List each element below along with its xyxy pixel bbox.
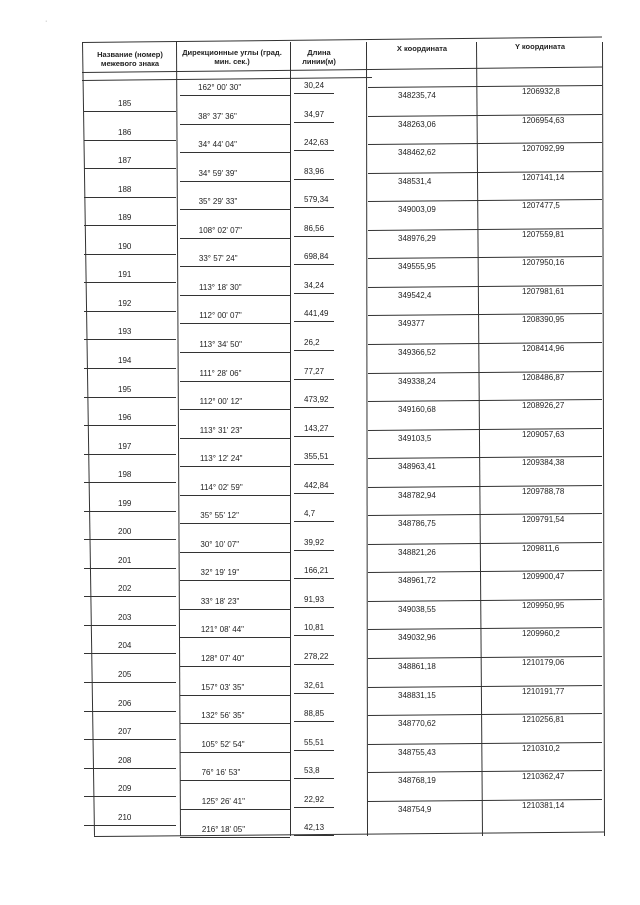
angle-cell: 125° 26' 41" — [201, 796, 245, 806]
point-name-cell: 205 — [118, 670, 132, 679]
angle-cell: 114° 02' 59" — [200, 482, 243, 492]
row-rule — [368, 599, 602, 602]
length-cell: 55,51 — [304, 737, 325, 747]
row-rule — [368, 485, 602, 488]
point-name-cell: 198 — [118, 470, 132, 480]
row-rule — [294, 464, 334, 465]
row-rule — [180, 209, 290, 210]
point-name-cell: 196 — [118, 413, 132, 423]
x-coordinate-cell: 349003,09 — [398, 205, 436, 215]
row-rule — [294, 207, 334, 208]
angle-cell: 216° 18' 05" — [201, 825, 246, 835]
x-coordinate-cell: 348235,74 — [398, 91, 436, 100]
angle-cell: 113° 34' 50" — [199, 339, 242, 349]
row-rule — [84, 368, 176, 369]
point-name-cell: 203 — [118, 612, 132, 622]
angle-cell: 30° 10' 07" — [200, 539, 240, 549]
length-cell: 86,56 — [304, 223, 325, 233]
column-line — [290, 42, 291, 836]
length-cell: 473,92 — [304, 395, 329, 405]
row-rule — [180, 352, 290, 353]
row-rule — [294, 607, 334, 608]
row-rule — [368, 199, 602, 202]
row-rule — [180, 523, 290, 524]
row-rule — [294, 150, 334, 151]
angle-cell: 35° 55' 12" — [200, 511, 239, 521]
y-coordinate-cell: 1207559,81 — [522, 229, 565, 239]
row-rule — [84, 482, 176, 483]
row-rule — [84, 254, 176, 255]
angle-cell: 121° 08' 44" — [200, 625, 244, 635]
point-name-cell: 189 — [118, 213, 132, 223]
x-coordinate-cell: 348768,19 — [398, 776, 436, 786]
x-coordinate-cell: 348961,72 — [398, 576, 436, 586]
row-rule — [368, 570, 602, 573]
angle-cell: 128° 07' 40" — [201, 654, 245, 663]
angle-cell: 76° 16' 53" — [201, 768, 241, 778]
y-coordinate-cell: 1206954,63 — [522, 115, 565, 125]
x-coordinate-cell: 348786,75 — [398, 519, 436, 529]
row-rule — [180, 438, 290, 439]
length-cell: 278,22 — [304, 652, 329, 661]
column-line — [602, 42, 605, 836]
row-rule — [294, 93, 334, 94]
y-coordinate-cell: 1208414,96 — [522, 343, 565, 353]
point-name-cell: 202 — [118, 584, 132, 594]
y-coordinate-cell: 1208390,95 — [522, 315, 565, 325]
angle-cell: 112° 00' 12" — [199, 397, 243, 407]
row-rule — [180, 637, 290, 638]
x-coordinate-cell: 349555,95 — [398, 262, 436, 272]
row-rule — [84, 596, 176, 597]
y-coordinate-cell: 1209788,78 — [522, 486, 565, 496]
row-rule — [180, 238, 290, 239]
row-rule — [368, 85, 602, 88]
row-rule — [294, 321, 334, 322]
x-coordinate-cell: 348754,9 — [398, 804, 432, 814]
length-cell: 579,34 — [304, 195, 329, 205]
row-rule — [84, 140, 176, 141]
row-rule — [368, 228, 602, 231]
row-rule — [84, 768, 176, 769]
angle-cell: 112° 00' 07" — [199, 311, 242, 321]
length-cell: 42,13 — [304, 823, 325, 833]
row-rule — [84, 111, 176, 112]
row-rule — [84, 825, 176, 826]
row-rule — [294, 578, 334, 579]
y-coordinate-cell: 1209811,6 — [522, 543, 560, 553]
row-rule — [294, 807, 334, 808]
column-line — [476, 42, 483, 836]
y-coordinate-cell: 1209384,38 — [522, 458, 565, 468]
x-coordinate-cell: 348531,4 — [398, 176, 432, 186]
y-coordinate-cell: 1209057,63 — [522, 429, 565, 439]
row-rule — [368, 542, 602, 545]
row-rule — [180, 552, 290, 553]
column-line — [366, 42, 368, 836]
length-cell: 442,84 — [304, 480, 329, 490]
row-rule — [84, 225, 176, 226]
length-cell: 39,92 — [304, 537, 325, 547]
x-coordinate-cell: 349542,4 — [398, 290, 432, 300]
row-rule — [180, 752, 290, 753]
point-name-cell: 209 — [118, 784, 132, 794]
x-coordinate-cell: 348770,62 — [398, 719, 436, 729]
row-rule — [84, 311, 176, 312]
angle-cell: 132° 56' 35" — [201, 711, 245, 721]
point-name-cell: 193 — [118, 327, 132, 337]
y-coordinate-cell: 1209960,2 — [522, 629, 560, 639]
row-rule — [368, 456, 602, 459]
angle-cell: 33° 57' 24" — [198, 254, 238, 264]
x-coordinate-cell: 349366,52 — [398, 347, 436, 357]
row-rule — [84, 568, 176, 569]
row-rule — [180, 295, 290, 296]
x-coordinate-cell: 349338,24 — [398, 376, 436, 386]
row-rule — [180, 580, 290, 581]
row-rule — [84, 539, 176, 540]
row-rule — [294, 721, 334, 722]
row-rule — [180, 95, 290, 96]
row-rule — [84, 739, 176, 740]
length-cell: 4,7 — [304, 509, 316, 519]
point-name-cell: 204 — [118, 641, 132, 651]
y-coordinate-cell: 1208486,87 — [522, 372, 565, 382]
point-name-cell: 207 — [118, 727, 132, 737]
row-rule — [368, 114, 602, 117]
row-rule — [294, 379, 334, 380]
header-y: Y координата — [514, 42, 566, 51]
angle-cell: 33° 18' 23" — [200, 596, 240, 606]
row-rule — [368, 256, 602, 259]
y-coordinate-cell: 1210256,81 — [522, 715, 565, 725]
x-coordinate-cell: 348831,15 — [398, 690, 436, 700]
row-rule — [368, 399, 602, 402]
row-rule — [180, 723, 290, 724]
length-cell: 143,27 — [304, 423, 329, 433]
x-coordinate-cell: 348861,18 — [398, 662, 436, 671]
row-rule — [368, 770, 602, 773]
length-cell: 242,63 — [304, 138, 329, 148]
row-rule — [294, 635, 334, 636]
point-name-cell: 206 — [118, 698, 132, 708]
row-rule — [294, 264, 334, 265]
x-coordinate-cell: 349032,96 — [398, 633, 436, 643]
x-coordinate-cell: 348821,26 — [398, 547, 436, 557]
row-rule — [294, 778, 334, 779]
row-rule — [294, 236, 334, 237]
row-rule — [84, 511, 176, 512]
length-cell: 441,49 — [304, 309, 329, 319]
table-bottom-rule — [94, 832, 604, 837]
length-cell: 698,84 — [304, 252, 329, 262]
row-rule — [180, 809, 290, 810]
y-coordinate-cell: 1207141,14 — [522, 172, 565, 182]
row-rule — [180, 381, 290, 382]
row-rule — [368, 799, 602, 802]
point-name-cell: 210 — [118, 812, 132, 822]
x-coordinate-cell: 348755,43 — [398, 747, 436, 757]
y-coordinate-cell: 1210362,47 — [522, 772, 565, 782]
angle-cell: 35° 29' 33" — [198, 197, 238, 207]
x-coordinate-cell: 348263,06 — [398, 119, 436, 129]
point-name-cell: 208 — [118, 755, 132, 765]
row-rule — [180, 181, 290, 182]
x-coordinate-cell: 349377 — [398, 319, 425, 329]
length-cell: 88,85 — [304, 709, 325, 719]
row-rule — [294, 493, 334, 494]
length-cell: 83,96 — [304, 166, 325, 176]
row-rule — [294, 407, 334, 408]
length-cell: 166,21 — [304, 566, 329, 576]
row-rule — [368, 370, 602, 373]
column-line — [176, 42, 181, 836]
y-coordinate-cell: 1209900,47 — [522, 572, 565, 582]
row-rule — [368, 627, 602, 630]
x-coordinate-cell: 348976,29 — [398, 233, 436, 243]
row-rule — [368, 713, 602, 716]
point-name-cell: 186 — [118, 127, 132, 137]
column-line — [82, 42, 95, 836]
row-rule — [368, 513, 602, 516]
angle-cell: 32° 19' 19" — [200, 568, 240, 578]
row-rule — [368, 142, 602, 145]
row-rule — [368, 685, 602, 688]
angle-cell: 34° 44' 04" — [198, 140, 238, 150]
row-rule — [84, 682, 176, 683]
row-rule — [294, 693, 334, 694]
row-rule — [84, 282, 176, 283]
length-cell: 355,51 — [304, 452, 329, 462]
row-rule — [294, 350, 334, 351]
angle-cell: 157° 03' 35" — [201, 682, 245, 692]
row-rule — [294, 179, 334, 180]
angle-cell: 105° 52' 54" — [201, 739, 245, 749]
row-rule — [84, 397, 176, 398]
row-rule — [84, 425, 176, 426]
row-rule — [180, 837, 290, 838]
row-rule — [368, 428, 602, 431]
row-rule — [294, 550, 334, 551]
x-coordinate-cell: 348462,62 — [398, 148, 436, 158]
point-name-cell: 195 — [118, 384, 132, 394]
header-name: Название (номер) межевого знака — [97, 50, 163, 68]
row-rule — [368, 656, 602, 659]
row-rule — [180, 609, 290, 610]
length-cell: 22,92 — [304, 794, 325, 804]
angle-cell: 113° 31' 23" — [199, 425, 243, 435]
point-name-cell: 199 — [118, 498, 132, 508]
length-cell: 26,2 — [304, 337, 320, 347]
row-rule — [84, 711, 176, 712]
header-angle: Дирекционные углы (град. мин. сек.) — [182, 48, 282, 66]
header-x: X координата — [396, 44, 448, 53]
angle-cell: 113° 12' 24" — [199, 454, 243, 464]
y-coordinate-cell: 1207950,16 — [522, 258, 565, 268]
row-rule — [294, 835, 334, 836]
point-name-cell: 201 — [118, 555, 132, 565]
row-rule — [180, 152, 290, 153]
row-rule — [180, 780, 290, 781]
point-name-cell: 190 — [118, 241, 132, 251]
x-coordinate-cell: 348963,41 — [398, 462, 436, 472]
point-name-cell: 194 — [118, 355, 132, 365]
row-rule — [180, 695, 290, 696]
angle-cell: 113° 18' 30" — [199, 282, 242, 292]
point-name-cell: 187 — [118, 156, 132, 166]
angle-cell: 108° 02' 07" — [198, 225, 242, 235]
length-cell: 34,97 — [304, 109, 325, 119]
header-length: Длина линии(м) — [302, 48, 336, 66]
row-rule — [294, 664, 334, 665]
point-name-cell: 192 — [118, 298, 132, 308]
y-coordinate-cell: 1206932,8 — [522, 87, 560, 96]
row-rule — [180, 266, 290, 267]
x-coordinate-cell: 349038,55 — [398, 604, 436, 614]
y-coordinate-cell: 1210179,06 — [522, 658, 565, 667]
y-coordinate-cell: 1210381,14 — [522, 800, 565, 810]
row-rule — [84, 339, 176, 340]
row-rule — [84, 454, 176, 455]
length-cell: 34,24 — [304, 280, 325, 290]
row-rule — [180, 323, 290, 324]
row-rule — [180, 466, 290, 467]
y-coordinate-cell: 1209950,95 — [522, 600, 565, 610]
header-rule — [82, 77, 372, 81]
point-name-cell: 200 — [118, 527, 132, 537]
length-cell: 30,24 — [304, 81, 325, 90]
y-coordinate-cell: 1207981,61 — [522, 286, 565, 296]
row-rule — [294, 521, 334, 522]
x-coordinate-cell: 348782,94 — [398, 490, 436, 500]
y-coordinate-cell: 1207477,5 — [522, 201, 560, 211]
point-name-cell: 185 — [118, 99, 132, 108]
angle-cell: 38° 37' 36" — [198, 111, 237, 121]
row-rule — [180, 666, 290, 667]
row-rule — [84, 168, 176, 169]
row-rule — [84, 653, 176, 654]
row-rule — [368, 171, 602, 174]
row-rule — [294, 436, 334, 437]
y-coordinate-cell: 1208926,27 — [522, 401, 565, 411]
y-coordinate-cell: 1207092,99 — [522, 144, 565, 154]
length-cell: 53,8 — [304, 766, 320, 776]
angle-cell: 162° 00' 30" — [198, 83, 242, 92]
row-rule — [180, 124, 290, 125]
row-rule — [180, 495, 290, 496]
angle-cell: 111° 28' 06" — [199, 368, 242, 378]
scan-speck: · — [45, 18, 48, 25]
row-rule — [294, 293, 334, 294]
row-rule — [180, 409, 290, 410]
y-coordinate-cell: 1209791,54 — [522, 515, 565, 525]
row-rule — [84, 625, 176, 626]
row-rule — [368, 742, 602, 745]
y-coordinate-cell: 1210310,2 — [522, 743, 560, 753]
y-coordinate-cell: 1210191,77 — [522, 686, 565, 696]
length-cell: 32,61 — [304, 680, 325, 690]
row-rule — [294, 750, 334, 751]
x-coordinate-cell: 349160,68 — [398, 405, 436, 415]
x-coordinate-cell: 349103,5 — [398, 433, 432, 443]
row-rule — [84, 197, 176, 198]
point-name-cell: 191 — [118, 270, 132, 280]
point-name-cell: 197 — [118, 441, 132, 451]
point-name-cell: 188 — [118, 184, 132, 194]
row-rule — [84, 796, 176, 797]
length-cell: 77,27 — [304, 366, 325, 376]
row-rule — [368, 313, 602, 316]
row-rule — [294, 122, 334, 123]
angle-cell: 34° 59' 39" — [198, 168, 238, 178]
row-rule — [368, 285, 602, 288]
length-cell: 91,93 — [304, 594, 325, 604]
row-rule — [368, 342, 602, 345]
length-cell: 10,81 — [304, 623, 325, 633]
